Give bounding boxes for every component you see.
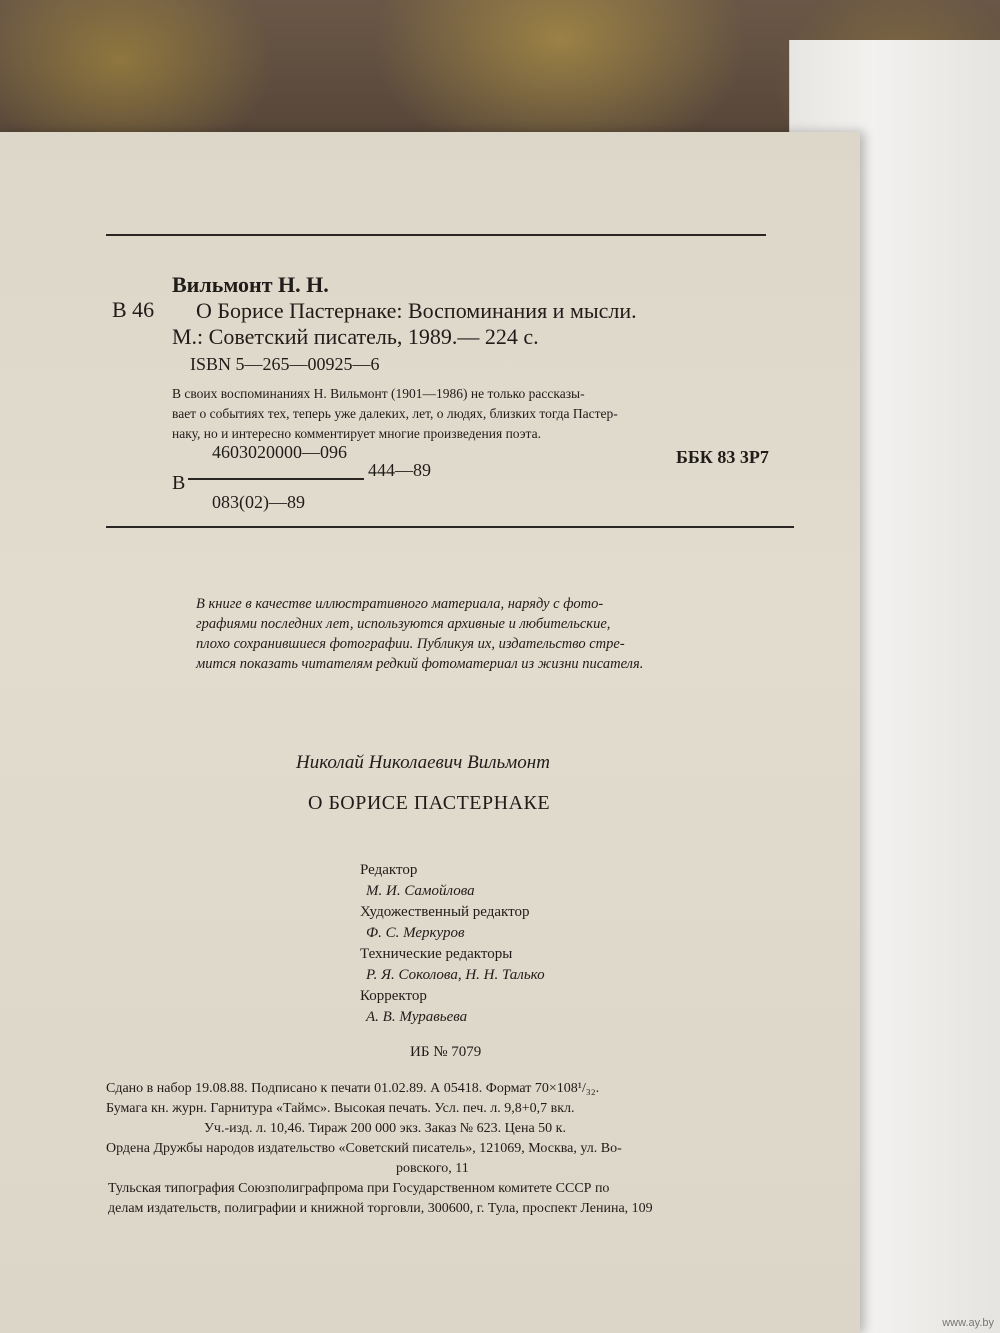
catalog-annotation — [172, 384, 792, 444]
printing-line: делам издательств, полиграфии и книжной торговли, 300600, г. Тула, проспект Ленина, 109 — [108, 1201, 653, 1216]
illustration-note — [196, 594, 643, 674]
printing-line: Тульская типография Союзполиграфпрома при Государственном комитете СССР по — [108, 1181, 610, 1196]
bbk-index: ББК 83 3Р7 — [676, 447, 769, 467]
note-line: плохо сохранившиеся фотографии. Публикуя их, издательство стре- — [196, 636, 625, 652]
credits-block — [360, 860, 760, 1028]
classification-numerator: 4603020000—096 — [212, 442, 347, 462]
catalog-isbn: ISBN 5—265—00925—6 — [190, 354, 380, 374]
author-full-name: Николай Николаевич Вильмонт — [296, 752, 550, 773]
imprint-block — [106, 1079, 622, 1179]
imprint-line: Сдано в набор 19.08.88. Подписано к печати 01.02.89. А 05418. Формат 70×108¹/₃₂. — [106, 1081, 600, 1096]
annotation-line: наку, но и интересно комментирует многие произведения поэта. — [172, 426, 541, 441]
credit-name: Р. Я. Соколова, Н. Н. Талько — [366, 967, 545, 983]
note-line: графиями последних лет, используются архивные и любительские, — [196, 616, 611, 632]
credit-name: А. В. Муравьева — [366, 1009, 468, 1025]
catalog-title: О Борисе Пастернаке: Воспоминания и мысли. — [196, 298, 637, 323]
imprint-line: Ордена Дружбы народов издательство «Советский писатель», 121069, Москва, ул. Во- — [106, 1141, 622, 1156]
credit-role: Редактор — [360, 862, 418, 878]
classification-code: 444—89 — [368, 460, 431, 480]
note-line: мится показать читателям редкий фотоматериал из жизни писателя. — [196, 656, 644, 672]
ib-number: ИБ № 7079 — [410, 1044, 482, 1060]
classification-letter: В — [172, 472, 186, 494]
bottom-rule — [106, 526, 794, 528]
credit-name: М. И. Самойлова — [366, 883, 475, 899]
catalog-code: В 46 — [112, 297, 155, 322]
imprint-line: Уч.-изд. л. 10,46. Тираж 200 000 экз. Заказ № 623. Цена 50 к. — [204, 1121, 566, 1136]
imprint-line: Бумага кн. журн. Гарнитура «Таймс». Высокая печать. Усл. печ. л. 9,8+0,7 вкл. — [106, 1101, 575, 1116]
imprint-line: ровского, 11 — [396, 1161, 469, 1176]
annotation-line: В своих воспоминаниях Н. Вильмонт (1901—1986) не только рассказы- — [172, 386, 585, 401]
note-line: В книге в качестве иллюстративного материала, наряду с фото- — [196, 596, 604, 612]
classification-denominator: 083(02)—89 — [212, 492, 305, 512]
classification-fraction-line — [188, 478, 364, 480]
annotation-line: вает о событиях тех, теперь уже далеких, лет, о людях, близких тогда Пастер- — [172, 406, 618, 421]
credit-role: Корректор — [360, 988, 427, 1004]
catalog-author: Вильмонт Н. Н. — [172, 272, 329, 297]
top-rule — [106, 234, 766, 236]
credit-role: Технические редакторы — [360, 946, 513, 962]
catalog-publisher: М.: Советский писатель, 1989.— 224 с. — [172, 324, 539, 349]
watermark: www.ay.by — [942, 1317, 994, 1329]
book-title: О БОРИСЕ ПАСТЕРНАКЕ — [308, 792, 551, 814]
printing-house-block — [108, 1179, 653, 1219]
credit-role: Художественный редактор — [360, 904, 530, 920]
book-page — [0, 132, 860, 1333]
credit-name: Ф. С. Меркуров — [366, 925, 465, 941]
